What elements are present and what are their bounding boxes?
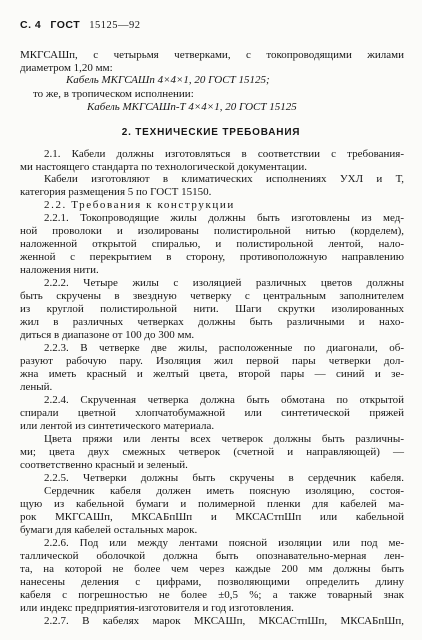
text-line: 2.2.6. Под или между лентами поясной изоляции или под ме-	[44, 537, 404, 549]
text-line: диаметром 1,20 мм:	[20, 62, 113, 74]
text-line: Кабель МКГСАШп-Т 4×4×1, 20 ГОСТ 15125	[87, 101, 297, 113]
text-line: или лентой из синтетического материала.	[20, 420, 215, 432]
text-line: категория размещения 5 по ГОСТ 15150.	[20, 186, 212, 198]
text-line: ной проволоки и изолированы полистирольной нитью (корделем),	[20, 225, 404, 237]
text-line: 2.1. Кабели должны изготовляться в соответствии с требования-	[44, 148, 404, 160]
text-line: 2.2.3. В четверке две жилы, расположенные по диагонали, об-	[44, 342, 404, 354]
text-line: кабеля с погрешностью не более ±0,5 %; а также товарный знак	[20, 589, 404, 601]
text-line: наложенной открытой спиралью, и полистирольной лентой, нало-	[20, 238, 404, 250]
text-line: таллической оболочкой должна быть опознавательно-мерная лен-	[20, 550, 404, 562]
text-line: нанесены деления с цифрами, позволяющими определить длину	[20, 576, 404, 588]
page-number: С. 4	[20, 19, 42, 31]
text-line: женной с перекрытием в сторону, противоположную направлению	[20, 251, 404, 263]
text-line: рок МКГСАШп, МКСАБпШп и МКСАСтпШп или кабельной	[20, 511, 404, 523]
standard-name: ГОСТ	[50, 19, 81, 31]
text-line: 2.2.2. Четыре жилы с изоляцией различных цветов должны	[44, 277, 404, 289]
standard-number: 15125—92	[89, 20, 141, 31]
text-line: Кабель МКГСАШп 4×4×1, 20 ГОСТ 15125;	[66, 74, 270, 86]
text-line: щую из кабельной бумаги и полимерной пленки для кабелей ма-	[20, 498, 404, 510]
text-line: быть скручены в звездную четверку с центральным заполнителем	[20, 290, 404, 302]
text-line: МКГСАШп, с четырьмя четверками, с токопроводящими жилами	[20, 49, 404, 61]
text-line: соответственно красный и зеленый.	[20, 459, 188, 471]
text-line: 2.2. Требования к конструкции	[44, 199, 235, 211]
text-line: жна иметь красный и желтый цвета, второй пары — синий и зе-	[20, 368, 404, 380]
text-line: та, на которой не более чем через каждые 200 мм должны быть	[20, 563, 404, 575]
text-line: Цвета пряжи или ленты всех четверок должны быть различны-	[44, 433, 404, 445]
text-line: спирали цветной хлопчатобумажной или синтетической пряжей	[20, 407, 404, 419]
text-line: разуют рабочую пару. Изоляция жил первой пары четверки дол-	[20, 355, 404, 367]
section-title: 2. ТЕХНИЧЕСКИЕ ТРЕБОВАНИЯ	[121, 127, 301, 138]
page-header	[20, 19, 140, 31]
text-line: бумаги для кабелей остальных марок.	[20, 524, 198, 536]
text-line: 2.2.1. Токопроводящие жилы должны быть изготовлены из мед-	[44, 212, 404, 224]
text-line: жил в различных четверках должны быть различными и нахо-	[20, 316, 404, 328]
text-line: Кабели изготовляют в климатических исполнениях УХЛ и Т,	[44, 173, 404, 185]
text-line: ми настоящего стандарта по технологической документации.	[20, 161, 308, 173]
text-line: 2.2.5. Четверки должны быть скручены в сердечник кабеля.	[44, 472, 404, 484]
text-line: или индекс предприятия-изготовителя и год изготовления.	[20, 602, 294, 614]
text-line: Сердечник кабеля должен иметь поясную изоляцию, состоя-	[44, 485, 404, 497]
text-line: то же, в тропическом исполнении:	[33, 88, 194, 100]
text-line: леный.	[20, 381, 53, 393]
text-line: 2.2.4. Скрученная четверка должна быть обмотана по открытой	[44, 394, 404, 406]
text-line: ми; цвета двух смежных четверок (счетной и направляющей) —	[20, 446, 404, 458]
text-line: из круглой полистирольной нити. Шаги скрутки изолированных	[20, 303, 404, 315]
text-line: диться в диапазоне от 100 до 300 мм.	[20, 329, 195, 341]
text-line: 2.2.7. В кабелях марок МКСАШп, МКСАСтпШп, МКСАБпШп,	[44, 615, 404, 627]
text-line: наложения нити.	[20, 264, 99, 276]
